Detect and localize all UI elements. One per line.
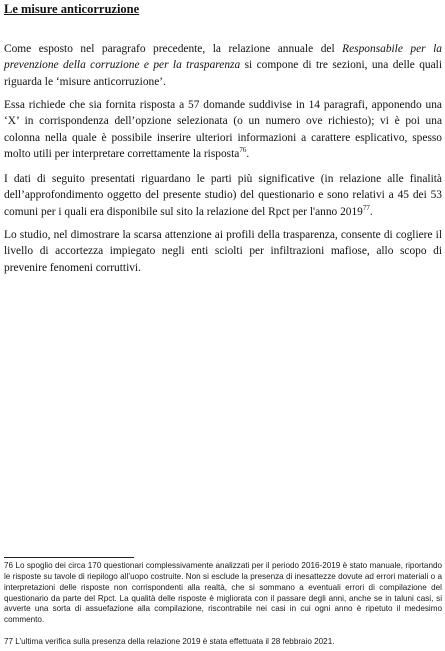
paragraph-1-emphasis: Responsabile per la prevenzione della corruzione e per la trasparenza xyxy=(4,43,442,72)
paragraph-1-text-start: Come esposto nel paragrafo precedente, la relazione annuale del xyxy=(4,43,343,55)
paragraph-3-end: . xyxy=(369,205,373,218)
paragraph-2-text: Essa richiede che sia fornita risposta a 57 domande suddivise in 14 paragrafi, apponendo una ‘X’ in corrispondenza dell’opzione selezionata (o un numero ove richiesto); vi è poi una colonna nella quale è possibile inserire ulteriori informazioni a carattere esplicativo, spesso molto utili per interpretare correttamente la risposta xyxy=(4,99,442,160)
footnote-ref-76[interactable]: 76 xyxy=(239,146,247,155)
paragraph-4-text: Lo studio, nel dimostrare la scarsa attenzione ai profili della trasparenza, consente di cogliere il livello di accortezza impiegato negli enti sciolti per infiltrazioni mafiose, allo scopo di prevenire fenomeni corruttivi. xyxy=(4,229,442,274)
paragraph-2-end: . xyxy=(246,147,250,160)
section-heading: Le misure anticorruzione xyxy=(4,2,140,16)
paragraph-1 xyxy=(4,41,442,90)
paragraph-3 xyxy=(4,171,442,220)
footnote-ref-77[interactable]: 77 xyxy=(362,203,370,212)
paragraph-2 xyxy=(4,97,442,162)
footnote-separator xyxy=(4,557,134,558)
footnote-77: 77 L’ultima verifica sulla presenza della relazione 2019 è stata effettuata il 28 febbraio 2021. xyxy=(4,637,335,646)
paragraph-1-text-end: si compone di tre sezioni, una delle quali riguarda le ‘misure anticorruzione’. xyxy=(4,59,442,88)
paragraph-4 xyxy=(4,227,442,276)
paragraph-3-text: I dati di seguito presentati riguardano le parti più significative (in relazione alle finalità dell’approfondimento oggetto del presente studio) del questionario e sono relativi a 45 dei 53 comuni per i quali era disponibile sul sito la relazione del Rpct per l'anno 2019 xyxy=(4,173,442,218)
footnote-76: 76 Lo spoglio dei circa 170 questionari complessivamente analizzati per il periodo 2016-2019 è stato manuale, riportando le risposte su tavole di riepilogo all’uopo costruite. Non si esclude la presenza di inesattezze dovute ad errori materiali o a interpretazioni delle risposte non corrispondenti alla realtà, che si sommano a eventuali errori di compilazione del questionario da parte del Rpct. La qualità delle risposte è migliorata con il passare degli anni, anche se in taluni casi, si avverte una sorta di assuefazione alla compilazione, riscontrabile nei casi in cui ogni anno è ripetuto il medesimo commento. xyxy=(4,561,442,625)
